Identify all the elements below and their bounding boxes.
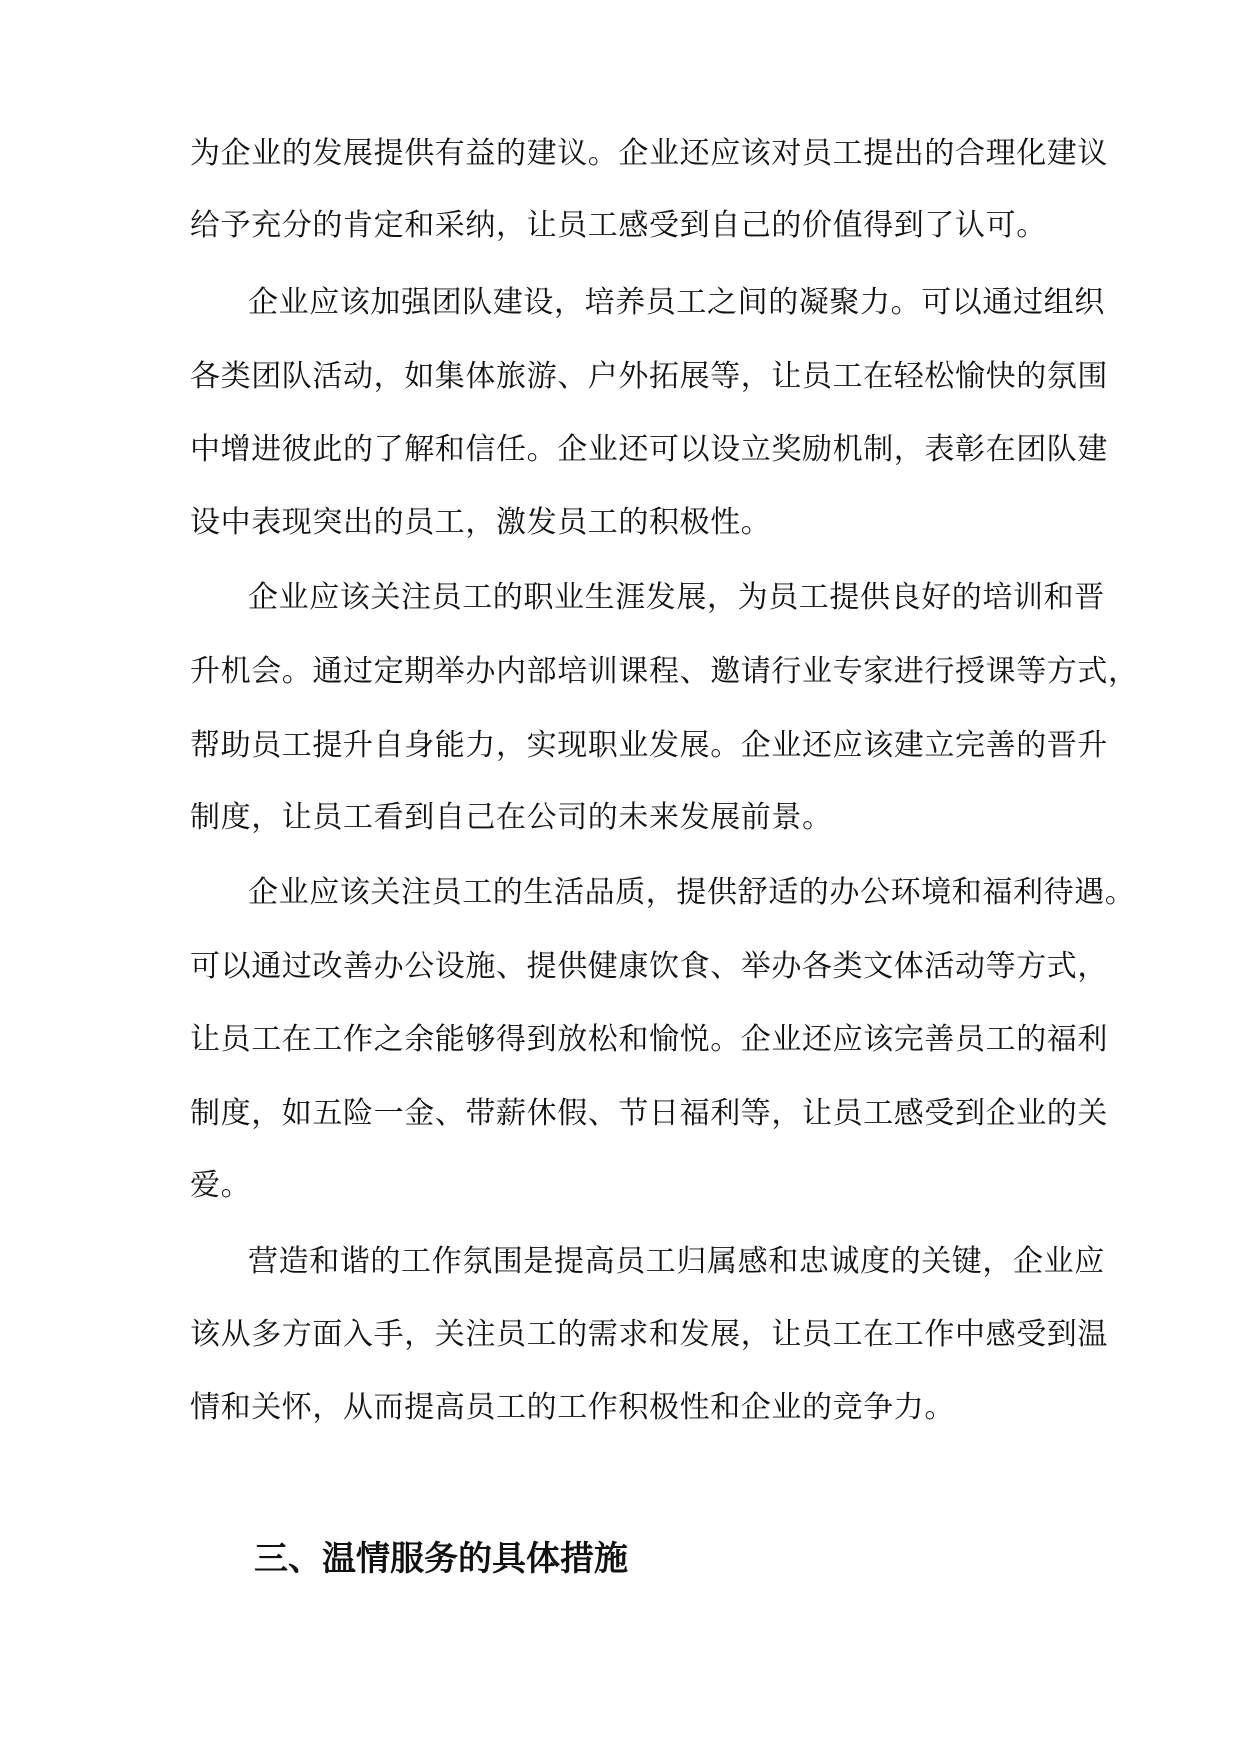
paragraph-line: 企业应该加强团队建设，培养员工之间的凝聚力。可以通过组织 (248, 285, 1105, 320)
paragraph-line: 中增进彼此的了解和信任。企业还可以设立奖励机制，表彰在团队建 (190, 432, 1108, 467)
paragraph-line: 情和关怀，从而提高员工的工作积极性和企业的竞争力。 (190, 1390, 955, 1425)
section-heading: 三、温情服务的具体措施 (254, 1539, 628, 1579)
paragraph-line: 该从多方面入手，关注员工的需求和发展，让员工在工作中感受到温 (190, 1317, 1108, 1352)
paragraph-line: 帮助员工提升自身能力，实现职业发展。企业还应该建立完善的晋升 (190, 728, 1108, 763)
paragraph-line: 爱。 (190, 1168, 252, 1203)
paragraph-line: 让员工在工作之余能够得到放松和愉悦。企业还应该完善员工的福利 (190, 1022, 1108, 1057)
paragraph-line: 制度，如五险一金、带薪休假、节日福利等，让员工感受到企业的关 (190, 1096, 1108, 1131)
paragraph-line: 给予充分的肯定和采纳，让员工感受到自己的价值得到了认可。 (190, 208, 1047, 243)
paragraph-line: 各类团队活动，如集体旅游、户外拓展等，让员工在轻松愉快的氛围 (190, 359, 1108, 394)
paragraph-line: 企业应该关注员工的职业生涯发展，为员工提供良好的培训和晋 (248, 580, 1105, 615)
paragraph-line: 为企业的发展提供有益的建议。企业还应该对员工提出的合理化建议 (190, 136, 1108, 171)
paragraph-line: 企业应该关注员工的生活品质，提供舒适的办公环境和福利待遇。 (248, 875, 1136, 910)
paragraph-line: 可以通过改善办公设施、提供健康饮食、举办各类文体活动等方式， (190, 949, 1108, 984)
paragraph-line: 升机会。通过定期举办内部培训课程、邀请行业专家进行授课等方式， (190, 654, 1139, 689)
paragraph-line: 营造和谐的工作氛围是提高员工归属感和忠诚度的关键，企业应 (248, 1244, 1105, 1279)
paragraph-line: 设中表现突出的员工，激发员工的积极性。 (190, 505, 772, 540)
paragraph-line: 制度，让员工看到自己在公司的未来发展前景。 (190, 800, 833, 835)
